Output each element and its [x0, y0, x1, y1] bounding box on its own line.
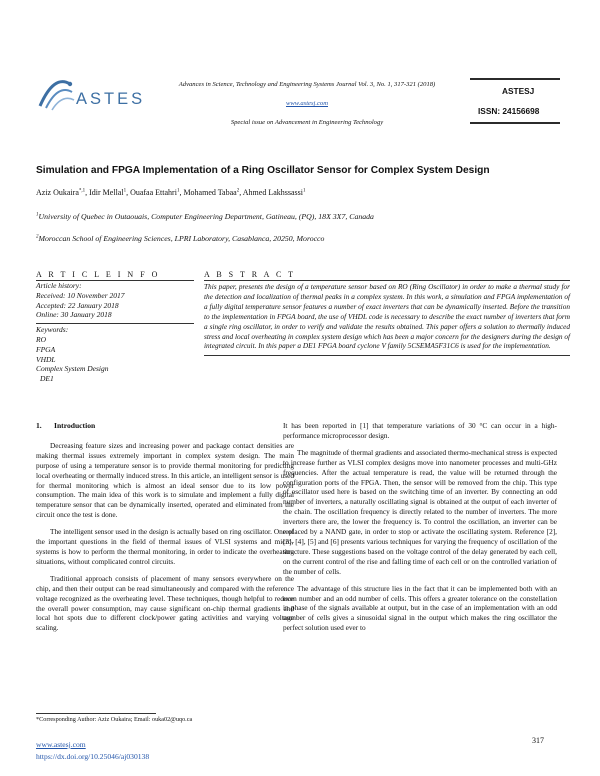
paper-title: Simulation and FPGA Implementation of a Ring Oscillator Sensor for Complex System Design: [36, 165, 490, 176]
footnote-rule: [36, 713, 156, 714]
journal-url-link[interactable]: www.astesj.com: [285, 100, 328, 107]
body-left-column: [36, 421, 294, 640]
journal-info: [152, 82, 462, 139]
author-name: Aziz Oukaira: [36, 188, 79, 197]
journal-citation: Advances in Science, Technology and Engineering Systems Journal Vol. 3, No. 1, 317-321 (2018): [178, 81, 436, 88]
body-right-column: [283, 421, 557, 640]
author-affil-mark: 1: [123, 188, 127, 194]
corresponding-author-footnote: *Corresponding Author: Aziz Oukaira; Email: ouka02@uqo.ca: [36, 716, 193, 723]
badge-issn: ISSN: 24156698: [478, 106, 540, 116]
footer-doi-link[interactable]: https://dx.doi.org/10.25046/aj030138: [36, 752, 150, 761]
astes-logo: [36, 70, 146, 116]
body-paragraph: The advantage of this structure lies in the fact that it can be implemented both with an even number and an odd number of cells. This offers a greater tolerance on the constellation in phase of the signals available at output, but in the case of an implementation with an odd number of cells gives a sinusoidal signal in the output which makes the ring oscillator the perfect solution used ever to: [283, 583, 557, 633]
body-paragraph: Traditional approach consists of placement of many sensors everywhere on the chip, and then their output can be read simultaneously and compared with the reference voltage recognized as the overheating level. These techniques, though helpful to reduce the overall power consumption, may cause significant on-chip thermal gradients and local hot spots due to different clock/power gating activities and varying voltage scaling.: [36, 573, 294, 633]
section-title: Introduction: [54, 421, 96, 430]
issn-badge: [470, 74, 560, 124]
keyword: VHDL: [36, 354, 56, 364]
page-number: 317: [532, 736, 544, 745]
keywords-label: Keywords:: [36, 325, 69, 335]
author-affil-mark: 1: [176, 188, 180, 194]
special-issue-line: Special issue on Advancement in Engineering Technology: [230, 119, 384, 126]
article-info-heading: A R T I C L E I N F O: [36, 270, 194, 281]
author-affil-mark: 1: [303, 188, 306, 194]
section-number: 1.: [36, 421, 42, 430]
article-info-panel: [36, 270, 194, 384]
affiliation-mark: 2: [36, 234, 39, 240]
accepted-date: Accepted: 22 January 2018: [36, 300, 119, 310]
keyword: RO: [36, 334, 46, 344]
info-divider: [36, 323, 194, 324]
body-paragraph: Decreasing feature sizes and increasing power and package contact densities are making thermal issues extremely important in complex system design. The main purpose of using a temperature sensor is to provide thermal monitoring for predicting local overheating or thermally induced stress. In this article, an intelligent sensor is used for thermal monitoring which is almost an ideal sensor due to its low power consumption. The main idea of this work is to simulate and implement a fully digital temperature sensor that can be dynamically inserted, operated and eliminated from the circuit once the test is done.: [36, 440, 294, 520]
affiliation-text: Moroccan School of Engineering Sciences, LPRI Laboratory, Casablanca, 20250, Morocco: [38, 234, 325, 243]
abstract-text: This paper, presents the design of a temperature sensor based on RO (Ring Oscillator) in order to make a thermal study for the detection and localization of thermal peaks in a complex system. In this work, a simulation and FPGA implementation of a fully digital temperature sensor features a number of exact inverters that can be dynamically inserted. Before the transition to the implementation in FPGA board, the use of VHDL code is necessary to describe the exact number of inverters that form a single ring oscillator, in order to verify and validate the results obtained. This paper offers a solution to thermally induced stress and local overheating in complex system design which has been a major concern for the designers during the design of integrated circuit. In this paper a DE1 FPGA board cyclone V family 5CSEMA5F31C6 is used for the implementation.: [204, 281, 570, 356]
author-name: Mohamed Tabaa: [183, 188, 237, 197]
history-label: Article history:: [36, 281, 82, 290]
keyword: Complex System Design: [36, 364, 109, 374]
author-name: Ouafaa Ettahri: [130, 188, 177, 197]
keyword: DE1: [40, 374, 54, 384]
affiliation: [36, 212, 576, 221]
logo-text: ASTES: [76, 90, 146, 108]
body-paragraph: It has been reported in [1] that temperature variations of 30 °C can occur in a high-performance microprocessor design.: [283, 421, 557, 440]
keyword: FPGA: [36, 344, 56, 354]
author-name: Ahmed Lakhssassi: [242, 188, 303, 197]
footer-journal-link[interactable]: www.astesj.com: [36, 740, 86, 749]
badge-top-bar: [470, 78, 560, 80]
body-paragraph: The magnitude of thermal gradients and associated thermo-mechanical stress is expected to increase further as VLSI complex designs move into nanometer processes and multi-GHz frequencies. After the actual temperature is read, the value will be returned through the configuration ports of the FPGA. Then, the sensor will be removed from the chip. This type of oscillator used here is based on the switching time of an inverter. By connecting an odd number of inverters, a naturally oscillating signal is obtained at the output of each inverter of the chain. The oscillation frequency is directly related to the number of inverters. The more inverters there are, the lower the frequency is. To control the oscillation, an inverter can be replaced by a NAND gate, in order to stop or activate the oscillating system. Reference [2], [3], [4], [5] and [6] presents various techniques for varying the frequency of oscillation of the structure. These suggestions based on the voltage control of the delay generated by each cell, on the current control of the rise and falling time of each cell or on the controlled variation of the number of cells.: [283, 447, 557, 576]
received-date: Received: 10 November 2017: [36, 290, 125, 300]
badge-journal-name: ASTESJ: [502, 86, 535, 96]
section-heading: [36, 421, 294, 431]
author-list: Aziz Oukaira$^{*,1}$, Idir Mellal$^1$, Ouafaa Ettahri$^1$, Mohamed Tabaa$^2$, Ahmed Lakhssassi$^1$: [36, 188, 306, 197]
badge-bottom-bar: [470, 122, 560, 124]
author-affil-mark: 2: [236, 188, 240, 194]
online-date: Online: 30 January 2018: [36, 310, 112, 320]
affiliation: [36, 234, 576, 243]
journal-header: [36, 64, 566, 134]
affiliation-text: University of Quebec in Outaouais, Computer Engineering Department, Gatineau, (PQ), 18X 3X7, Canada: [38, 212, 374, 221]
author-name: Idir Mellal: [89, 188, 124, 197]
author-affil-mark: *,1: [78, 188, 86, 194]
abstract-heading: A B S T R A C T: [204, 270, 570, 281]
affiliation-mark: 1: [36, 212, 39, 218]
body-paragraph: The intelligent sensor used in the design is actually based on ring oscillator. One of the important questions in the field of thermal issues of VLSI systems and micro-systems is how to perform the thermal monitoring, in order to indicate the overheating situations, without complicated control circuits.: [36, 527, 294, 566]
abstract-panel: [204, 270, 570, 356]
